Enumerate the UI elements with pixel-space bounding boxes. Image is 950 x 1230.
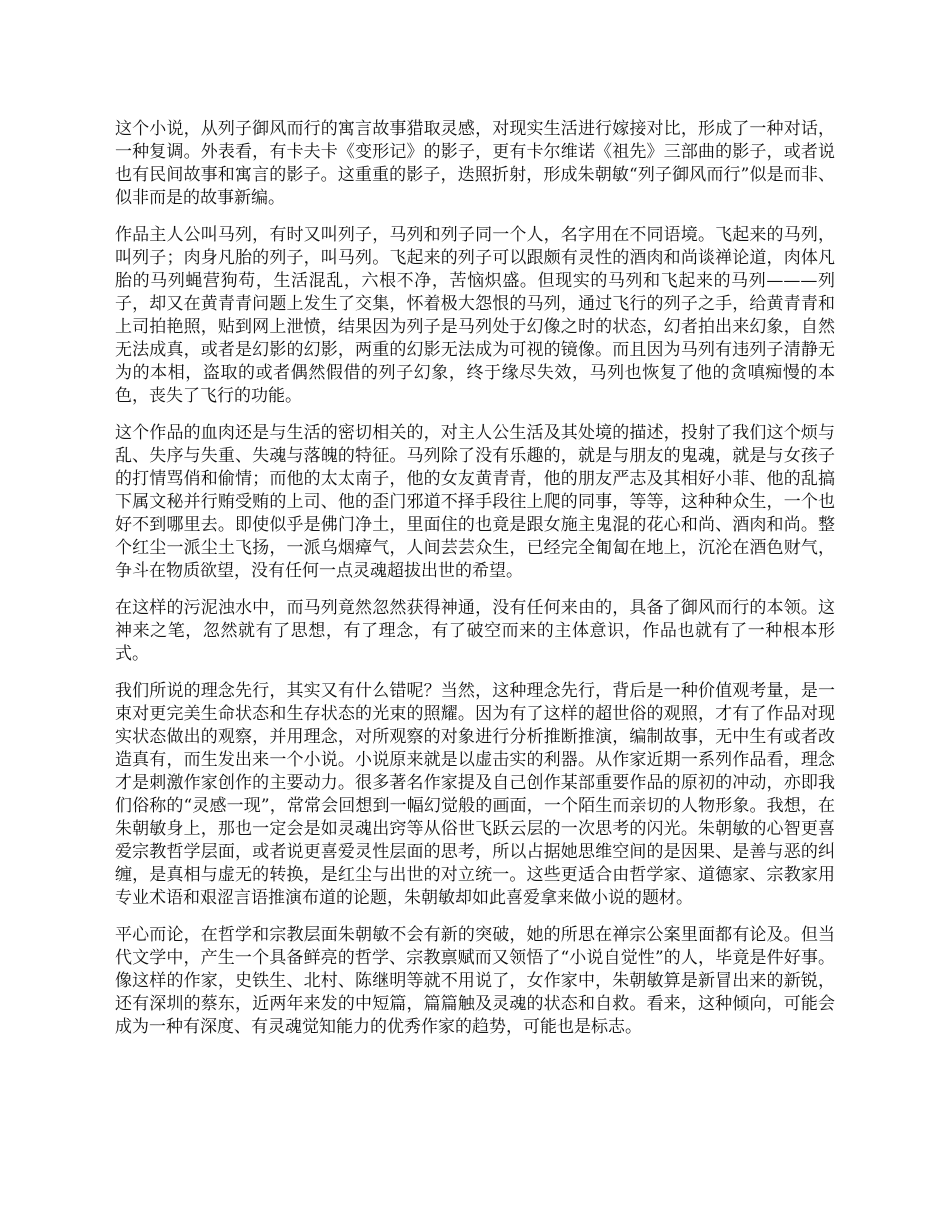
- paragraph-6: 平心而论，在哲学和宗教层面朱朝敏不会有新的突破，她的所思在禅宗公案里面都有论及。但当代文学中，产生一个具备鲜亮的哲学、宗教禀赋而又领悟了“小说自觉性”的人，毕竟是件好事。像这样的作家，史铁生、北村、陈继明等就不用说了，女作家中，朱朝敏算是新冒出来的新锐，还有深圳的蔡东，近两年来发的中短篇，篇篇触及灵魂的状态和自救。看来，这种倾向，可能会成为一种有深度、有灵魂觉知能力的优秀作家的趋势，可能也是标志。: [115, 925, 835, 1037]
- paragraph-1: 这个小说，从列子御风而行的寓言故事猎取灵感，对现实生活进行嫁接对比，形成了一种对话，一种复调。外表看，有卡夫卡《变形记》的影子，更有卡尔维诺《祖先》三部曲的影子，或者说也有民间故事和寓言的影子。这重重的影子，迭照折射，形成朱朝敏“列子御风而行”似是而非、似非而是的故事新编。: [115, 119, 835, 208]
- paragraph-4: 在这样的污泥浊水中，而马列竟然忽然获得神通，没有任何来由的，具备了御风而行的本领。这神来之笔，忽然就有了思想，有了理念，有了破空而来的主体意识，作品也就有了一种根本形式。: [115, 598, 835, 664]
- paragraph-2: 作品主人公叫马列，有时又叫列子，马列和列子同一个人，名字用在不同语境。飞起来的马列，叫列子；肉身凡胎的列子，叫马列。飞起来的列子可以跟颇有灵性的酒肉和尚谈禅论道，肉体凡胎的马列蝇营狗苟，生活混乱，六根不净，苦恼炽盛。但现实的马列和飞起来的马列———列子，却又在黄青青问题上发生了交集，怀着极大怨恨的马列，通过飞行的列子之手，给黄青青和上司拍艳照，贴到网上泄愤，结果因为列子是马列处于幻像之时的状态，幻者拍出来幻象，自然无法成真，或者是幻影的幻影，两重的幻影无法成为可视的镜像。而且因为马列有违列子清静无为的本相，盗取的或者偶然假借的列子幻象，终于缘尽失效，马列也恢复了他的贪嗔痴慢的本色，丧失了飞行的功能。: [115, 225, 835, 406]
- document-body: [115, 118, 835, 1053]
- paragraph-3: 这个作品的血肉还是与生活的密切相关的，对主人公生活及其处境的描述，投射了我们这个烦与乱、失序与失重、失魂与落魄的特征。马列除了没有乐趣的，就是与朋友的鬼魂，就是与女孩子的打情骂俏和偷情；而他的太太南子，他的女友黄青青，他的朋友严志及其相好小菲、他的乱搞下属文秘并行贿受贿的上司、他的歪门邪道不择手段往上爬的同事，等等，这种种众生，一个也好不到哪里去。即使似乎是佛门净土，里面住的也竟是跟女施主鬼混的花心和尚、酒肉和尚。整个红尘一派尘土飞扬，一派乌烟瘴气，人间芸芸众生，已经完全匍匐在地上，沉沦在酒色财气，争斗在物质欲望，没有任何一点灵魂超拔出世的希望。: [115, 423, 835, 581]
- paragraph-5: 我们所说的理念先行，其实又有什么错呢？当然，这种理念先行，背后是一种价值观考量，是一束对更完美生命状态和生存状态的光束的照耀。因为有了这样的超世俗的观照，才有了作品对现实状态做出的观察，并用理念，对所观察的对象进行分析推断推演，编制故事，无中生有或者改造真有，而生发出来一个小说。小说原来就是以虚击实的利器。从作家近期一系列作品看，理念才是刺激作家创作的主要动力。很多著名作家提及自己创作某部重要作品的原初的冲动，亦即我们俗称的“灵感一现”，常常会回想到一幅幻觉般的画面，一个陌生而亲切的人物形象。我想，在朱朝敏身上，那也一定会是如灵魂出窍等从俗世飞跃云层的一次思考的闪光。朱朝敏的心智更喜爱宗教哲学层面，或者说更喜爱灵性层面的思考，所以占据她思维空间的是因果、是善与恶的纠缠，是真相与虚无的转换，是红尘与出世的对立统一。这些更适合由哲学家、道德家、宗教家用专业术语和艰涩言语推演布道的论题，朱朝敏却如此喜爱拿来做小说的题材。: [115, 681, 835, 908]
